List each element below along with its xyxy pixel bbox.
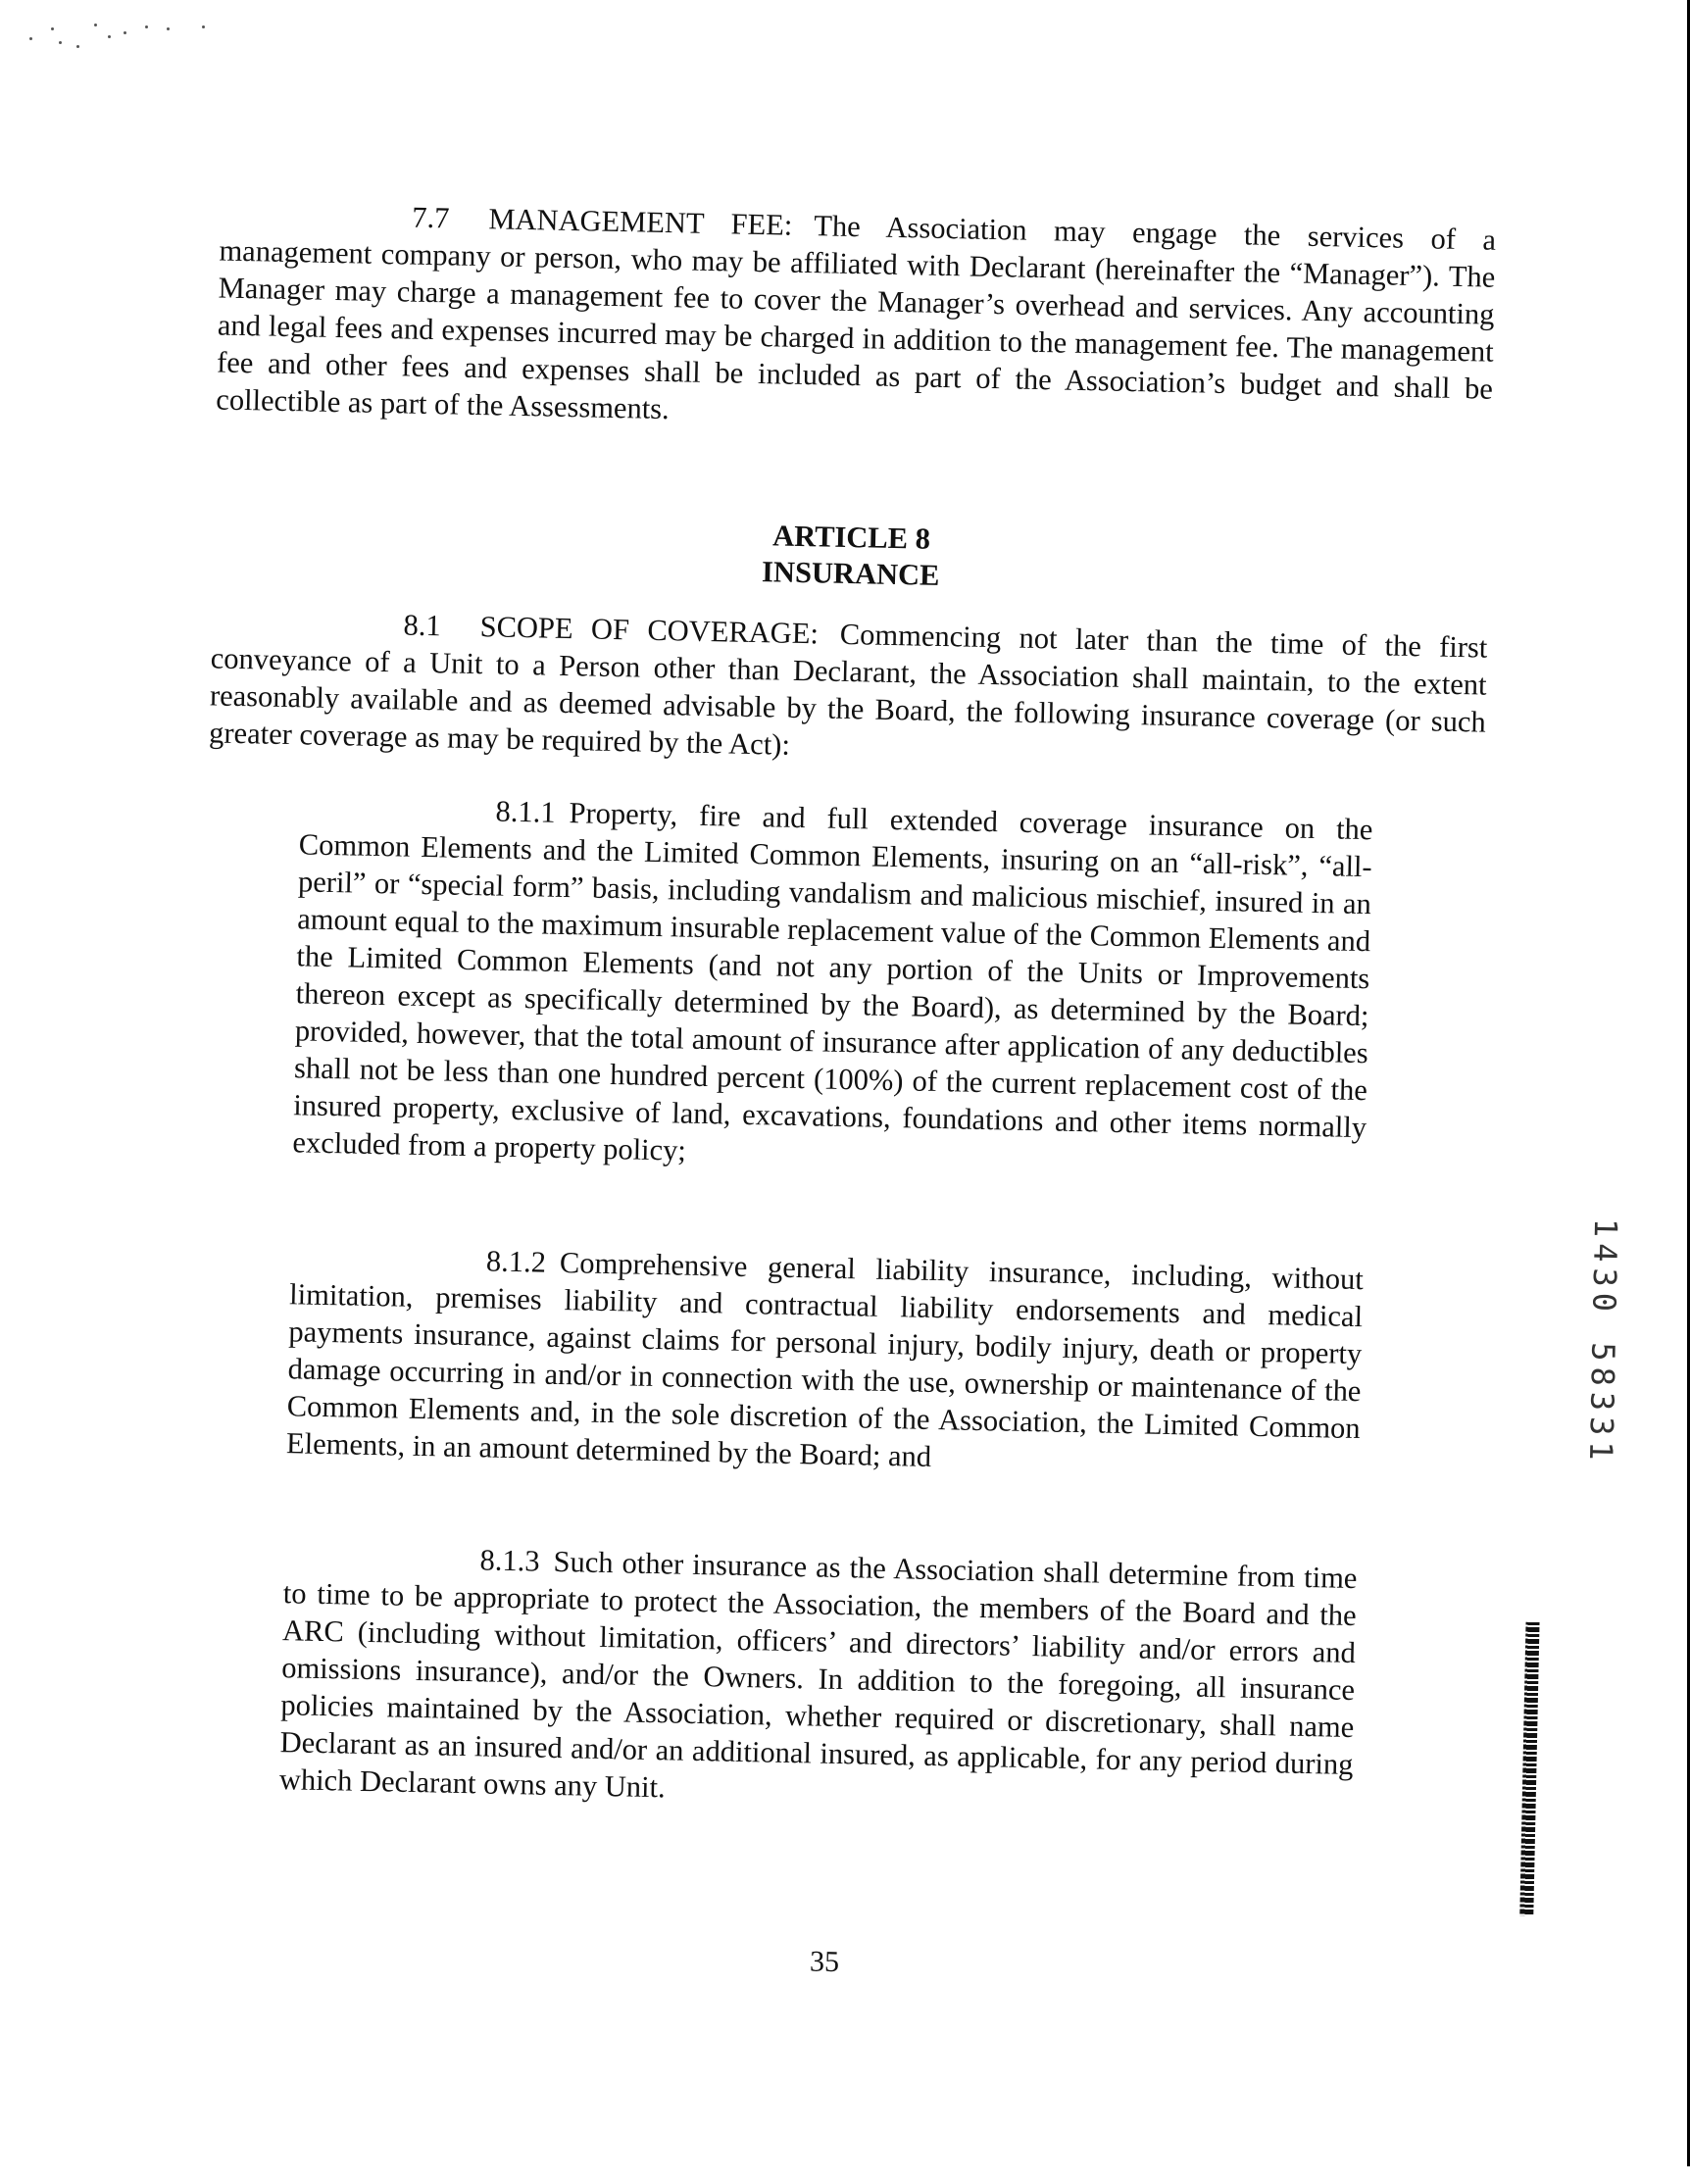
barcode-stamp [1519,1622,1539,1916]
section-7-7 [216,194,1496,444]
section-8-1-2-number: 8.1.2 [485,1244,547,1279]
section-8-1-caption: SCOPE OF COVERAGE: [479,610,820,651]
section-8-1-1 [292,788,1373,1183]
section-7-7-number: 7.7 [411,200,450,235]
section-8-1-2 [286,1238,1365,1484]
section-8-1-1-number: 8.1.1 [495,794,556,829]
recording-number-text: 1430 58331 [1581,1217,1625,1466]
section-7-7-text: The Association may engage the services of a management company or person, who may be affiliated with Declarant (hereinafter the “Manager”). The Manager may charge a management fee to cover the Manager’s overhead and services. Any accounting and legal fees and expenses incurred may be charged in addition to the management fee. The management fee and other fees and expenses shall be included as part of the Association’s budget and shall be collectible as part of the Assessments. [216,209,1497,426]
section-8-1 [209,602,1488,777]
section-8-1-3-text: Such other insurance as the Association shall determine from time to time to be appropriate to protect the Association, the members of the Board and the ARC (including without limitation, officers’ and directors’ liability and/or errors and omissions insurance), and/or the Owners. In addition to the foregoing, all insurance policies maintained by the Association, whether required or discretionary, shall name Declarant as an insured and/or an additional insured, as applicable, for any period during which Declarant owns any Unit. [278,1544,1358,1805]
section-8-1-2-text: Comprehensive general liability insurance, including, without limitation, premises liability and contractual liability endorsements and medical payments insurance, against claims for personal injury, bodily injury, death or property damage occurring in and/or in connection with the use, ownership or maintenance of the Common Elements and, in the sole discretion of the Association, the Limited Common Elements, in an amount determined by the Board; and [285,1245,1365,1473]
section-8-1-number: 8.1 [403,608,442,643]
section-8-1-1-text: Property, fire and full extended coverage insurance on the Common Elements and the Limited Common Elements, insuring on an “all-risk”, “all-peril” or “special form” basis, including vandalism and malicious mischief, insured in an amount equal to the maximum insurable replacement value of the Common Elements and the Limited Common Elements (and not any portion of the Units or Improvements thereon except as specifically determined by the Board), as determined by the Board; provided, however, that the total amount of insurance after application of any deductibles shall not be less than one hundred percent (100%) of the current replacement cost of the insured property, exclusive of land, excavations, foundations and other items normally excluded from a property policy; [292,796,1373,1167]
section-7-7-caption: MANAGEMENT FEE: [488,202,793,242]
recording-number [1581,1210,1625,1475]
section-8-1-3-number: 8.1.3 [479,1543,540,1578]
article-subtitle: INSURANCE [761,555,940,592]
section-8-1-text: Commencing not later than the time of the first conveyance of a Unit to a Person other than Declarant, the Association shall maintain, to the extent reasonably available and as deemed advisable by the Board, the following insurance coverage (or such greater coverage as may be required by the Act): [208,617,1488,762]
article-title: ARTICLE 8 [771,519,931,556]
page-number: 35 [809,1945,840,1979]
section-8-1-3 [278,1537,1357,1820]
